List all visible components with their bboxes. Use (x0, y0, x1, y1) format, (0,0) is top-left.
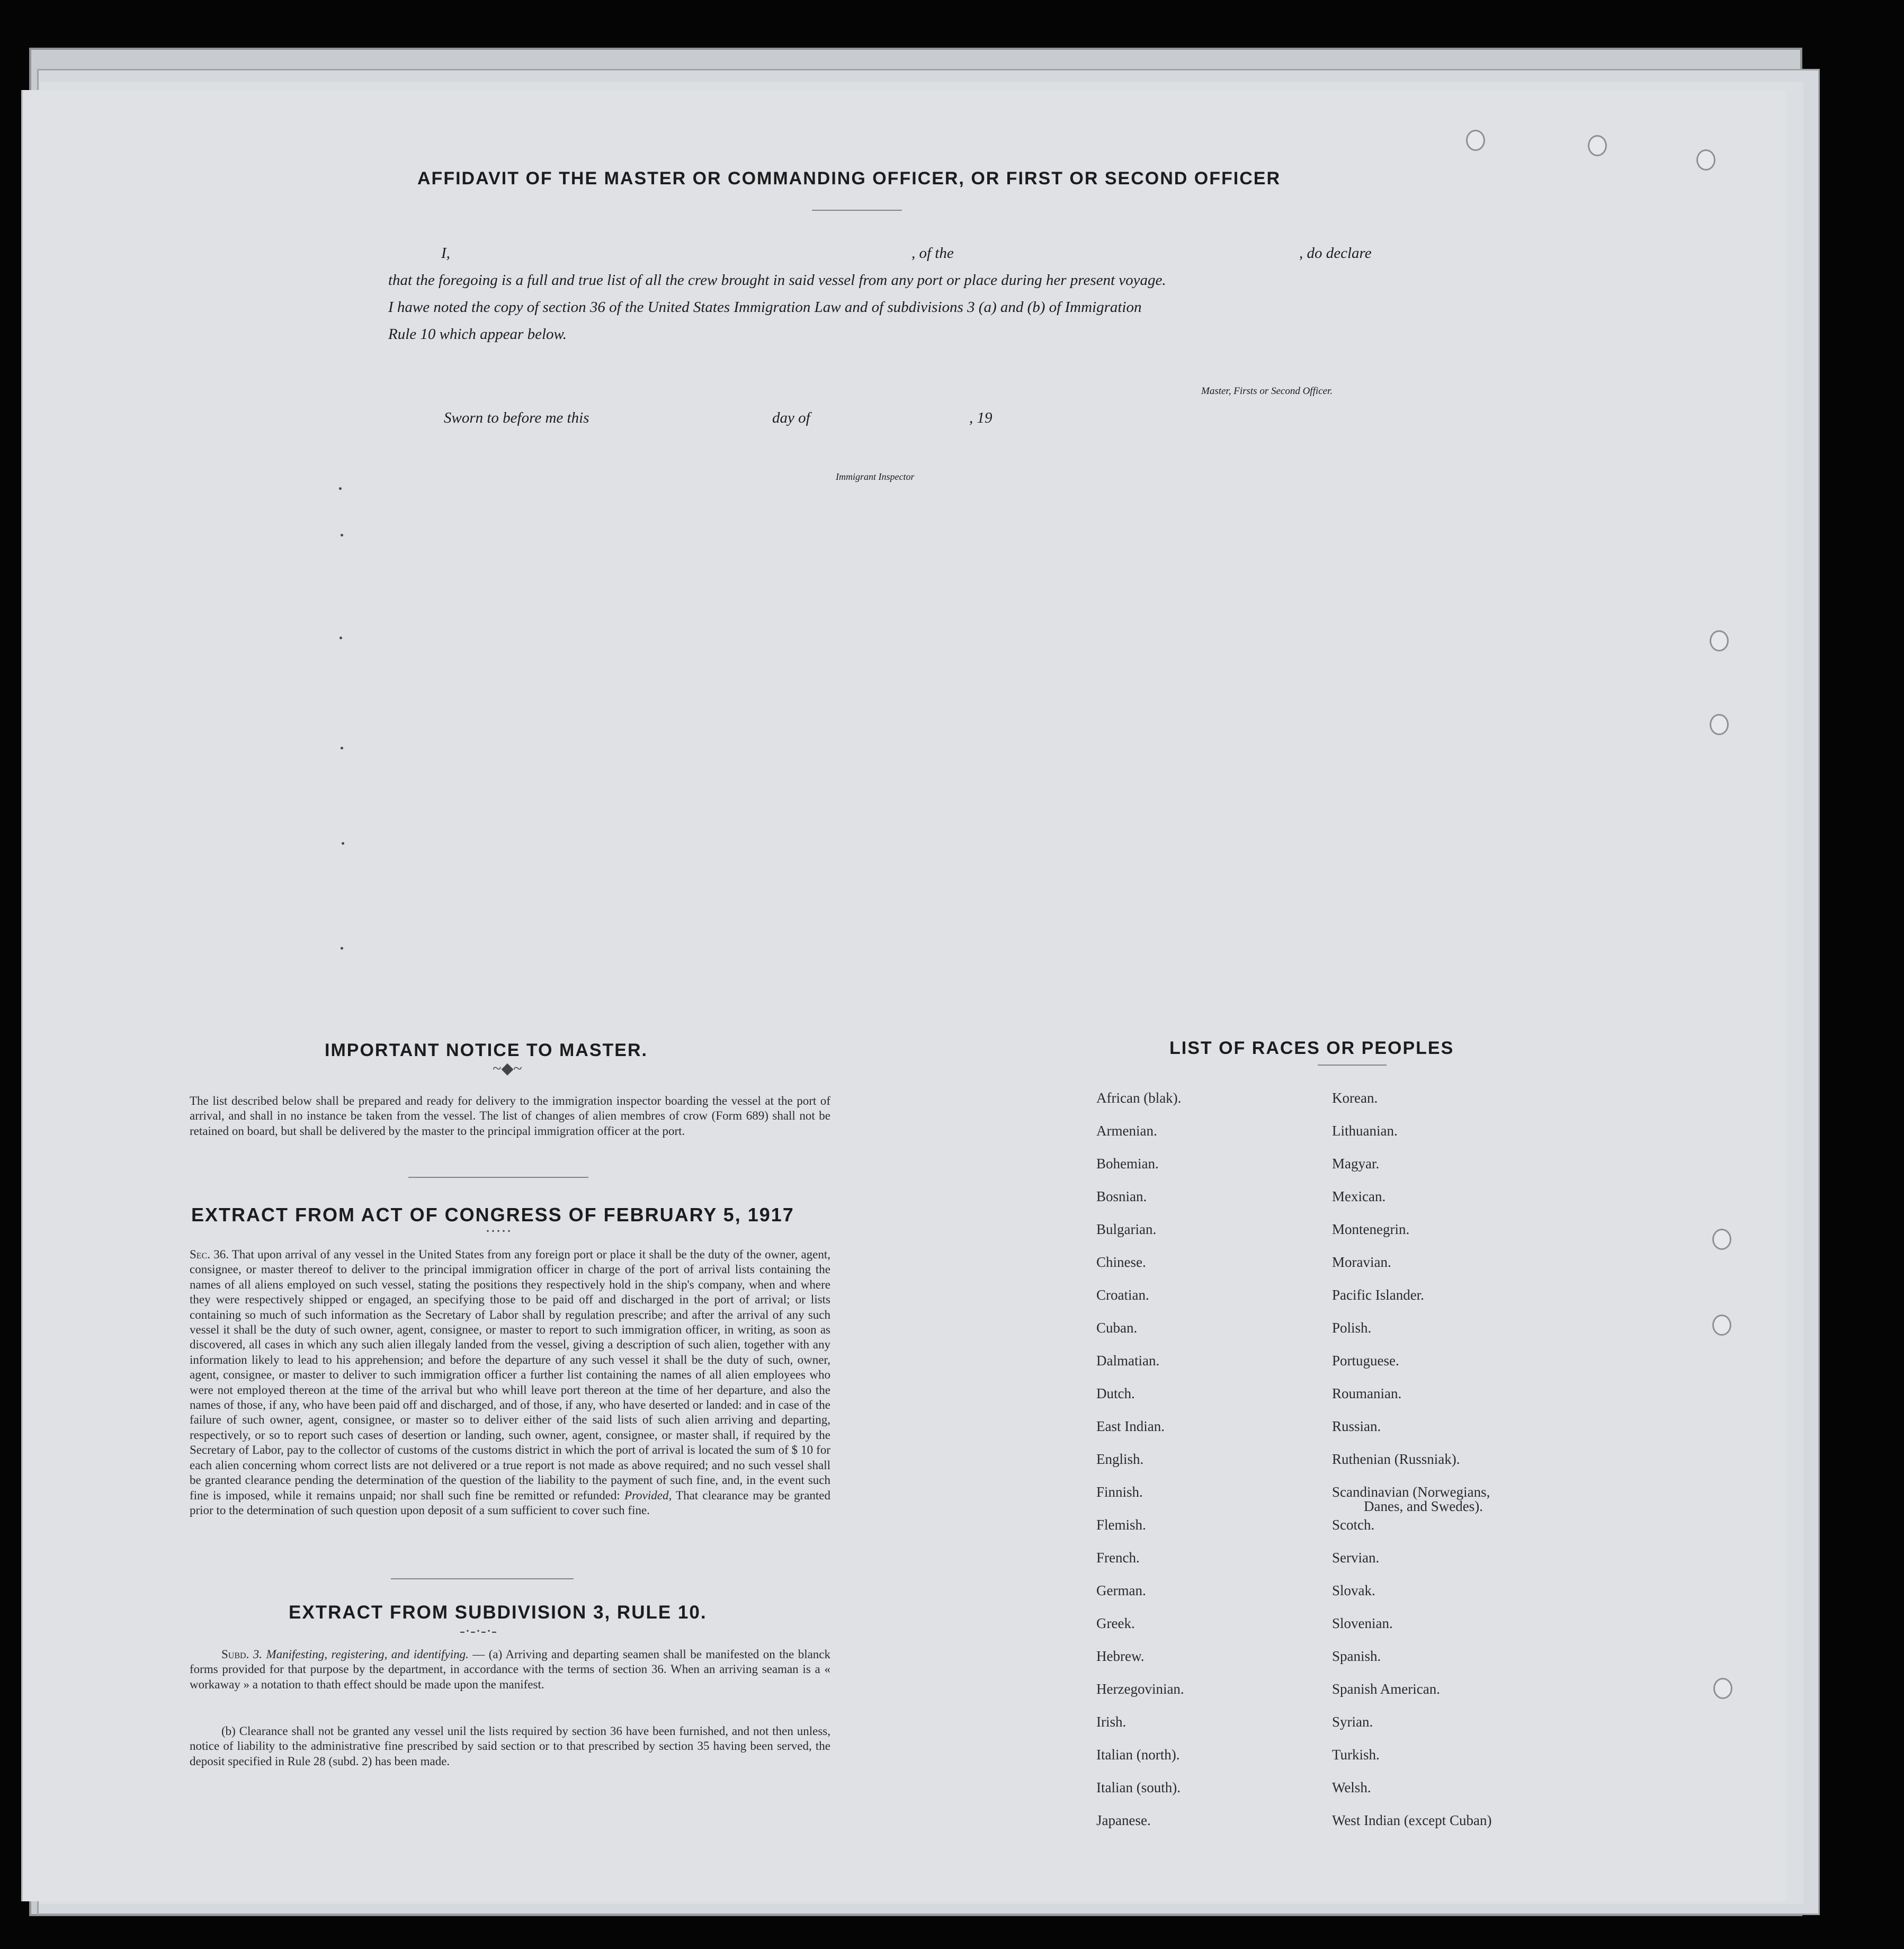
race-item: Ruthenian (Russniak). (1332, 1451, 1460, 1467)
race-item: African (blak). (1096, 1090, 1182, 1106)
race-item: Lithuanian. (1332, 1123, 1398, 1139)
race-item: Russian. (1332, 1418, 1381, 1434)
race-item: Slovenian. (1332, 1615, 1393, 1631)
race-item-continuation: Danes, and Swedes). (1364, 1498, 1483, 1514)
speck (339, 487, 342, 490)
race-item: Slovak. (1332, 1583, 1375, 1598)
rule-subd-label: Subd. (221, 1648, 249, 1661)
notice-title: IMPORTANT NOTICE TO MASTER. (325, 1040, 648, 1060)
races-title: LIST OF RACES OR PEOPLES (1169, 1038, 1454, 1058)
race-item: Mexican. (1332, 1188, 1386, 1204)
race-item: Chinese. (1096, 1254, 1146, 1270)
inspector-caption: Immigrant Inspector (836, 471, 915, 482)
race-item: English. (1096, 1451, 1144, 1467)
affidavit-do-declare: , do declare (1299, 245, 1372, 262)
sworn-text: Sworn to before me this (444, 409, 589, 426)
affidavit-of-the: , of the (911, 245, 954, 262)
speck (339, 637, 342, 639)
race-item: Montenegrin. (1332, 1221, 1410, 1237)
punch-hole (1696, 149, 1715, 171)
race-item: Bosnian. (1096, 1188, 1147, 1204)
punch-hole (1713, 1678, 1732, 1699)
race-item: German. (1096, 1583, 1146, 1598)
signature-caption: Master, Firsts or Second Officer. (1201, 386, 1333, 397)
race-item: Armenian. (1096, 1123, 1157, 1139)
race-item: French. (1096, 1550, 1140, 1566)
act-text (190, 1247, 830, 1518)
affidavit-line-2: that the foregoing is a full and true list of all the crew brought in said vessel from any port or place during her present voyage. (388, 272, 1166, 289)
race-item: Italian (north). (1096, 1747, 1180, 1763)
race-item: Herzegovinian. (1096, 1681, 1184, 1697)
race-item (1332, 1484, 1597, 1517)
ornament: -·-·-·- (460, 1622, 497, 1640)
race-item: Japanese. (1096, 1812, 1151, 1828)
punch-hole (1712, 1315, 1731, 1336)
affidavit-line-4: Rule 10 which appear below. (388, 326, 567, 343)
race-item: Hebrew. (1096, 1648, 1145, 1664)
act-body-end: That clearance may be granted prior to the determination of such question upon deposit of a sum sufficient to cover such fine. (190, 1488, 831, 1517)
race-item: Italian (south). (1096, 1780, 1181, 1795)
race-item: Irish. (1096, 1714, 1127, 1730)
race-item: Flemish. (1096, 1517, 1146, 1533)
race-item: Cuban. (1096, 1320, 1138, 1336)
act-body: 36. That upon arrival of any vessel in the United States from any foreign port or place it shall be the duty of the owner, agent, consignee, or master thereof to deliver to the principal immigration officer in charge of the port of arrival lists containing the names of all aliens employed on such vessel, stating the positions they respectively hold in the ship's company, when and where they were respectively shipped or engaged, an specifying those to be paid off and discharged in the port of arrival; or lists containing so much of such information as the Secretary of Labor shall by regulation prescribe; and after the arrival of any such vessel it shall be the duty of such owner, agent, consignee, or master to report to such immigration officer, in writing, as soon as discovered, all cases in which any such alien illegaly landed from the vessel, giving a description of such alien, together with any information likely to lead to his apprehension; and before the departure of any such vessel it shall be the duty of such, owner, agent, consignee, or master to deliver to such immigration officer a further list containing the names of all alien employees who were not employed thereon at the time of the arrival but who whill leave port thereon at the time of her departure, and also the names of those, if any, who have been paid off and discharged, and of those, if any, who have deserted or landed: and in case of the failure of such owner, agent, consignee, or master so to deliver either of the said lists of such alien arriving and departing, respectively, or so to report such cases of desertion or landing, such owner, agent, consignee, or master shall, if required by the Secretary of Labor, pay to the collector of customs of the customs district in which the port of arrival is located the sum of $ 10 for each alien concerning whom correct lists are not delivered or a true report is not made as above required; and no such vessel shall be granted clearance pending the determination of the question of the liability to the payment of such fine, and, in the event such fine is imposed, while it remains unpaid; nor shall such fine be remitted or refunded: (190, 1248, 831, 1502)
race-item: Turkish. (1332, 1747, 1380, 1763)
races-right-column (1332, 1090, 1597, 1845)
race-item: Servian. (1332, 1550, 1380, 1566)
punch-hole (1710, 630, 1729, 651)
act-title: EXTRACT FROM ACT OF CONGRESS OF FEBRUARY 5, 1917 (191, 1204, 794, 1226)
race-item: Korean. (1332, 1090, 1378, 1106)
rule-para-b: (b) Clearance shall not be granted any vessel unil the lists required by section 36 have been furnished, and not then unless, notice of liability to the administrative fine prescribed by said section or to that prescribed by section 35 having been served, the deposit specified in Rule 28 (subd. 2) has been made. (190, 1724, 830, 1768)
ornament: ~◆~ (493, 1060, 522, 1077)
race-item: Bulgarian. (1096, 1221, 1157, 1237)
race-item-text: Scandinavian (Norwegians, (1332, 1484, 1490, 1500)
act-sec-label: Sec. (190, 1248, 210, 1261)
speck (341, 947, 343, 950)
race-item: Dalmatian. (1096, 1353, 1160, 1369)
race-item: Scotch. (1332, 1517, 1375, 1533)
race-item: Roumanian. (1332, 1385, 1402, 1401)
race-item: Magyar. (1332, 1156, 1380, 1172)
race-item: Syrian. (1332, 1714, 1373, 1730)
divider (1318, 1065, 1387, 1066)
race-item: Finnish. (1096, 1484, 1143, 1500)
rule-title: EXTRACT FROM SUBDIVISION 3, RULE 10. (289, 1602, 707, 1623)
punch-hole (1588, 135, 1607, 156)
punch-hole (1466, 130, 1485, 151)
race-item: West Indian (except Cuban) (1332, 1812, 1492, 1828)
race-item: East Indian. (1096, 1418, 1165, 1434)
race-item: Dutch. (1096, 1385, 1135, 1401)
race-item: Pacific Islander. (1332, 1287, 1424, 1303)
race-item: Croatian. (1096, 1287, 1149, 1303)
rule-subd-heading: 3. Manifesting, registering, and identifying. (253, 1648, 469, 1661)
punch-hole (1710, 714, 1729, 735)
speck (341, 534, 343, 537)
affidavit-title: AFFIDAVIT OF THE MASTER OR COMMANDING OFFICER, OR FIRST OR SECOND OFFICER (417, 168, 1281, 189)
day-of-text: day of (772, 409, 810, 426)
ornament: ····· (485, 1222, 512, 1240)
race-item: Bohemian. (1096, 1156, 1159, 1172)
race-item: Spanish. (1332, 1648, 1381, 1664)
affidavit-line-3: I hawe noted the copy of section 36 of the United States Immigration Law and of subdivisions 3 (a) and (b) of Immigration (388, 299, 1142, 316)
document-page (21, 90, 1786, 1901)
race-item: Portuguese. (1332, 1353, 1399, 1369)
divider (408, 1177, 588, 1178)
race-item: Spanish American. (1332, 1681, 1440, 1697)
race-item: Welsh. (1332, 1780, 1371, 1795)
divider (391, 1578, 574, 1579)
year-prefix: , 19 (969, 409, 993, 426)
race-item: Moravian. (1332, 1254, 1391, 1270)
affidavit-i: I, (441, 245, 450, 262)
speck (341, 747, 343, 749)
rule-para-a (190, 1647, 830, 1692)
races-left-column (1096, 1090, 1308, 1845)
speck (342, 842, 344, 845)
act-provided: Provided, (624, 1488, 672, 1502)
notice-text: The list described below shall be prepared and ready for delivery to the immigration inspector boarding the vessel at the port of arrival, and shall in no instance be taken from the vessel. The list of changes of alien membres of crow (Form 689) shall not be retained on board, but shall be delivered by the master to the principal immigration officer at the port. (190, 1094, 830, 1138)
race-item: Greek. (1096, 1615, 1135, 1631)
punch-hole (1712, 1229, 1731, 1250)
rule-para-a-text: — (a) Arriving and departing seamen shall be manifested on the blanck forms provided for that purpose by the department, in accordance with the terms of section 36. When an arriving seaman is a « workaway » a notation to thath effect should be made upon the manifest. (190, 1648, 831, 1691)
race-item: Polish. (1332, 1320, 1372, 1336)
divider (812, 210, 902, 211)
